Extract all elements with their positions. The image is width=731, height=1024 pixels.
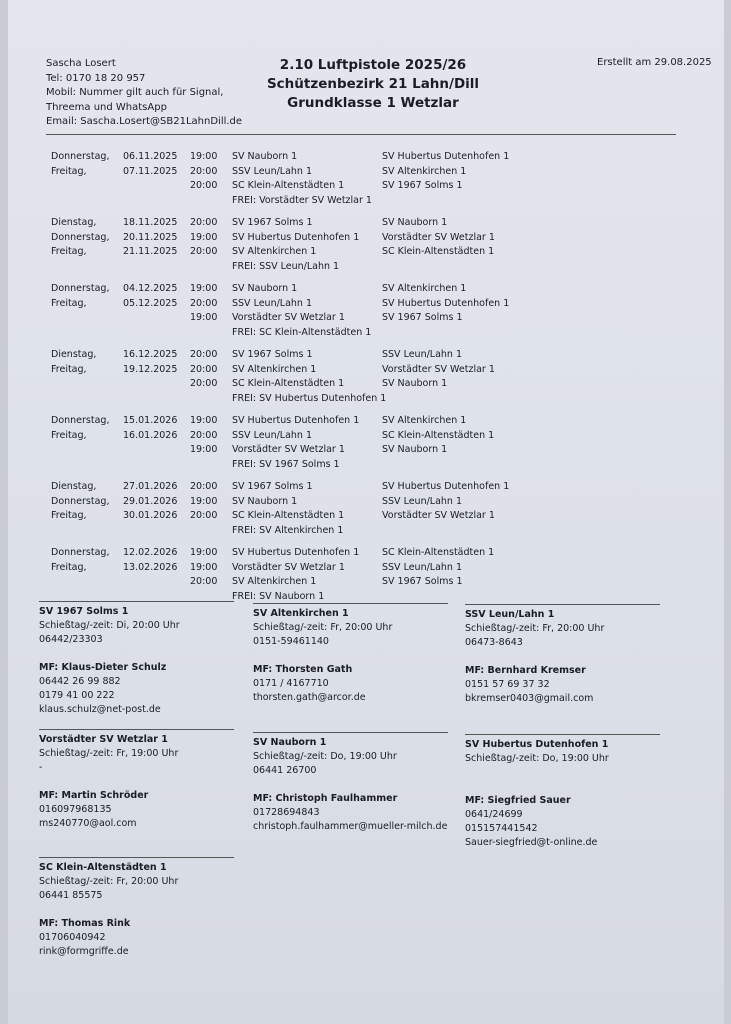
match-home: Vorstädter SV Wetzlar 1 [232,561,345,573]
match-home: SV Nauborn 1 [232,151,298,162]
match-time: 20:00 [190,576,218,587]
match-away: SC Klein-Altenstädten 1 [382,429,495,441]
match-date: 07.11.2025 [123,165,178,177]
team-phone: 06473-8643 [465,637,523,648]
team-divider [39,857,234,858]
match-time: 20:00 [190,349,218,360]
contact-line: Email: Sascha.Losert@SB21LahnDill.de [46,116,243,127]
manager-contact: 015157441542 [465,823,538,834]
match-day: Freitag, [51,165,87,177]
match-away: SV Nauborn 1 [382,378,448,389]
match-home: FREI: SV Hubertus Dutenhofen 1 [232,392,387,404]
team-manager: MF: Christoph Faulhammer [253,793,398,804]
manager-contact: 06442 26 99 882 [39,676,121,687]
match-home: SV Nauborn 1 [232,283,298,294]
match-away: Vorstädter SV Wetzlar 1 [382,231,495,243]
team-phone: 0151-59461140 [253,636,329,647]
team-shooting-time: Schießtag/-zeit: Do, 19:00 Uhr [465,753,609,764]
match-date: 16.01.2026 [123,429,178,441]
match-day: Freitag, [51,363,87,375]
team-phone [465,766,665,780]
manager-contact: rink@formgriffe.de [39,946,129,957]
match-day: Freitag, [51,246,87,257]
team-name: SSV Leun/Lahn 1 [465,609,555,620]
match-time: 19:00 [190,312,218,323]
match-day: Dienstag, [51,481,97,492]
team-name: Vorstädter SV Wetzlar 1 [39,734,168,745]
team-card [39,729,239,831]
match-home: Vorstädter SV Wetzlar 1 [232,312,345,323]
manager-contact: 016097968135 [39,804,112,815]
match-time: 19:00 [190,151,218,162]
team-divider [465,734,660,735]
match-away: SC Klein-Altenstädten 1 [382,246,495,257]
match-time: 20:00 [190,297,218,309]
match-away: SSV Leun/Lahn 1 [382,349,463,360]
manager-contact: bkremser0403@gmail.com [465,693,594,704]
match-away: SV Altenkirchen 1 [382,165,467,177]
title-line: Grundklasse 1 Wetzlar [287,95,459,111]
match-day: Freitag, [51,429,87,441]
team-shooting-time: Schießtag/-zeit: Do, 19:00 Uhr [253,751,397,762]
match-date: 04.12.2025 [123,283,178,294]
match-day: Freitag, [51,510,87,521]
match-date: 15.01.2026 [123,415,178,426]
team-divider [253,603,448,604]
team-divider [39,601,234,602]
team-card [465,734,665,850]
match-home: SV 1967 Solms 1 [232,217,313,228]
match-date: 29.01.2026 [123,495,178,507]
match-away: Vorstädter SV Wetzlar 1 [382,363,495,375]
match-time: 20:00 [190,510,218,521]
match-date: 30.01.2026 [123,510,178,521]
match-time: 19:00 [190,283,218,294]
match-home: SV Altenkirchen 1 [232,576,317,587]
document-page [8,0,724,1024]
contact-line: Threema und WhatsApp [46,101,167,113]
match-home: SV Hubertus Dutenhofen 1 [232,415,360,426]
match-time: 20:00 [190,217,218,228]
team-shooting-time: Schießtag/-zeit: Di, 20:00 Uhr [39,620,180,631]
team-shooting-time: Schießtag/-zeit: Fr, 19:00 Uhr [39,748,179,759]
match-away: SV Altenkirchen 1 [382,415,467,426]
match-time: 19:00 [190,495,218,507]
match-away: SV 1967 Solms 1 [382,312,463,323]
match-date: 13.02.2026 [123,561,178,573]
match-date: 06.11.2025 [123,151,178,162]
team-card [39,857,239,959]
team-card [465,604,665,706]
team-name: SC Klein-Altenstädten 1 [39,862,167,873]
team-name: SV Hubertus Dutenhofen 1 [465,739,609,750]
manager-contact: ms240770@aol.com [39,818,137,829]
team-manager: MF: Thorsten Gath [253,664,353,675]
match-away: SSV Leun/Lahn 1 [382,561,463,573]
match-home: SV 1967 Solms 1 [232,349,313,360]
match-day: Freitag, [51,297,87,309]
team-manager: MF: Martin Schröder [39,790,149,801]
team-phone: - [39,762,43,773]
match-away: SV Hubertus Dutenhofen 1 [382,481,510,492]
match-home: FREI: SV 1967 Solms 1 [232,458,340,470]
team-card [39,601,239,717]
match-home: SSV Leun/Lahn 1 [232,165,313,177]
team-manager: MF: Klaus-Dieter Schulz [39,662,167,673]
match-home: SV Hubertus Dutenhofen 1 [232,547,360,558]
match-day: Donnerstag, [51,495,110,507]
contact-line: Tel: 0170 18 20 957 [46,72,146,84]
team-manager: MF: Bernhard Kremser [465,665,586,676]
match-home: SC Klein-Altenstädten 1 [232,180,345,191]
team-divider [253,732,448,733]
contact-line: Sascha Losert [46,58,116,69]
match-home: SSV Leun/Lahn 1 [232,429,313,441]
match-day: Donnerstag, [51,283,110,294]
header-divider [46,134,676,135]
match-home: SV 1967 Solms 1 [232,481,313,492]
match-time: 20:00 [190,481,218,492]
match-home: FREI: SSV Leun/Lahn 1 [232,260,340,272]
match-time: 19:00 [190,415,218,426]
team-phone: 06442/23303 [39,634,103,645]
match-time: 20:00 [190,429,218,441]
match-away: SV Nauborn 1 [382,217,448,228]
match-home: SV Altenkirchen 1 [232,246,317,257]
team-phone: 06441 85575 [39,890,103,901]
created-date: Erstellt am 29.08.2025 [597,57,712,68]
match-away: SV Nauborn 1 [382,444,448,455]
match-day: Donnerstag, [51,151,110,162]
match-home: SV Altenkirchen 1 [232,363,317,375]
match-date: 19.12.2025 [123,363,178,375]
match-away: Vorstädter SV Wetzlar 1 [382,510,495,521]
team-card [253,732,453,834]
team-manager: MF: Siegfried Sauer [465,795,571,806]
match-date: 16.12.2025 [123,349,178,360]
match-time: 20:00 [190,363,218,375]
match-away: SV 1967 Solms 1 [382,576,463,587]
team-name: SV 1967 Solms 1 [39,606,129,617]
manager-contact: 01728694843 [253,807,320,818]
team-shooting-time: Schießtag/-zeit: Fr, 20:00 Uhr [465,623,605,634]
team-card [253,603,453,705]
match-away: SSV Leun/Lahn 1 [382,495,463,507]
manager-contact: 0179 41 00 222 [39,690,115,701]
match-day: Donnerstag, [51,231,110,243]
team-shooting-time: Schießtag/-zeit: Fr, 20:00 Uhr [253,622,393,633]
title-line: Schützenbezirk 21 Lahn/Dill [266,76,480,92]
match-time: 19:00 [190,561,218,573]
match-date: 21.11.2025 [123,246,178,257]
match-date: 18.11.2025 [123,217,178,228]
manager-contact: 0641/24699 [465,809,523,820]
match-away: SV Altenkirchen 1 [382,283,467,294]
team-name: SV Nauborn 1 [253,737,327,748]
match-home: FREI: Vorstädter SV Wetzlar 1 [232,194,372,206]
match-date: 20.11.2025 [123,231,178,243]
manager-contact: thorsten.gath@arcor.de [253,692,366,703]
match-time: 19:00 [190,231,218,243]
manager-contact: 01706040942 [39,932,106,943]
match-home: FREI: SV Altenkirchen 1 [232,524,344,536]
match-home: SC Klein-Altenstädten 1 [232,510,345,521]
match-date: 05.12.2025 [123,297,178,309]
match-home: SC Klein-Altenstädten 1 [232,378,345,389]
contact-line: Mobil: Nummer gilt auch für Signal, [46,87,224,98]
match-date: 27.01.2026 [123,481,178,492]
document-title [238,56,508,113]
match-day: Dienstag, [51,349,97,360]
match-home: Vorstädter SV Wetzlar 1 [232,444,345,455]
match-time: 20:00 [190,165,218,177]
match-time: 20:00 [190,378,218,389]
match-away: SV Hubertus Dutenhofen 1 [382,297,510,309]
team-divider [465,604,660,605]
match-time: 20:00 [190,246,218,257]
match-away: SC Klein-Altenstädten 1 [382,547,495,558]
match-day: Freitag, [51,561,87,573]
manager-contact: klaus.schulz@net-post.de [39,704,161,715]
match-away: SV Hubertus Dutenhofen 1 [382,151,510,162]
match-date: 12.02.2026 [123,547,178,558]
manager-contact: christoph.faulhammer@mueller-milch.de [253,821,448,832]
title-line: 2.10 Luftpistole 2025/26 [279,57,467,73]
match-day: Dienstag, [51,217,97,228]
manager-contact: 0151 57 69 37 32 [465,679,550,690]
match-home: SV Hubertus Dutenhofen 1 [232,231,360,243]
match-time: 19:00 [190,444,218,455]
manager-contact: 0171 / 4167710 [253,678,329,689]
team-manager: MF: Thomas Rink [39,918,131,929]
team-shooting-time: Schießtag/-zeit: Fr, 20:00 Uhr [39,876,179,887]
team-phone: 06441 26700 [253,765,317,776]
match-away: SV 1967 Solms 1 [382,180,463,191]
match-home: FREI: SV Nauborn 1 [232,590,325,602]
team-divider [39,729,234,730]
team-name: SV Altenkirchen 1 [253,608,349,619]
match-home: SV Nauborn 1 [232,495,298,507]
match-home: FREI: SC Klein-Altenstädten 1 [232,326,372,338]
manager-contact: Sauer-siegfried@t-online.de [465,837,598,848]
match-time: 20:00 [190,180,218,191]
match-time: 19:00 [190,547,218,558]
match-day: Donnerstag, [51,547,110,558]
contact-info [46,57,242,130]
match-day: Donnerstag, [51,415,110,426]
match-home: SSV Leun/Lahn 1 [232,297,313,309]
